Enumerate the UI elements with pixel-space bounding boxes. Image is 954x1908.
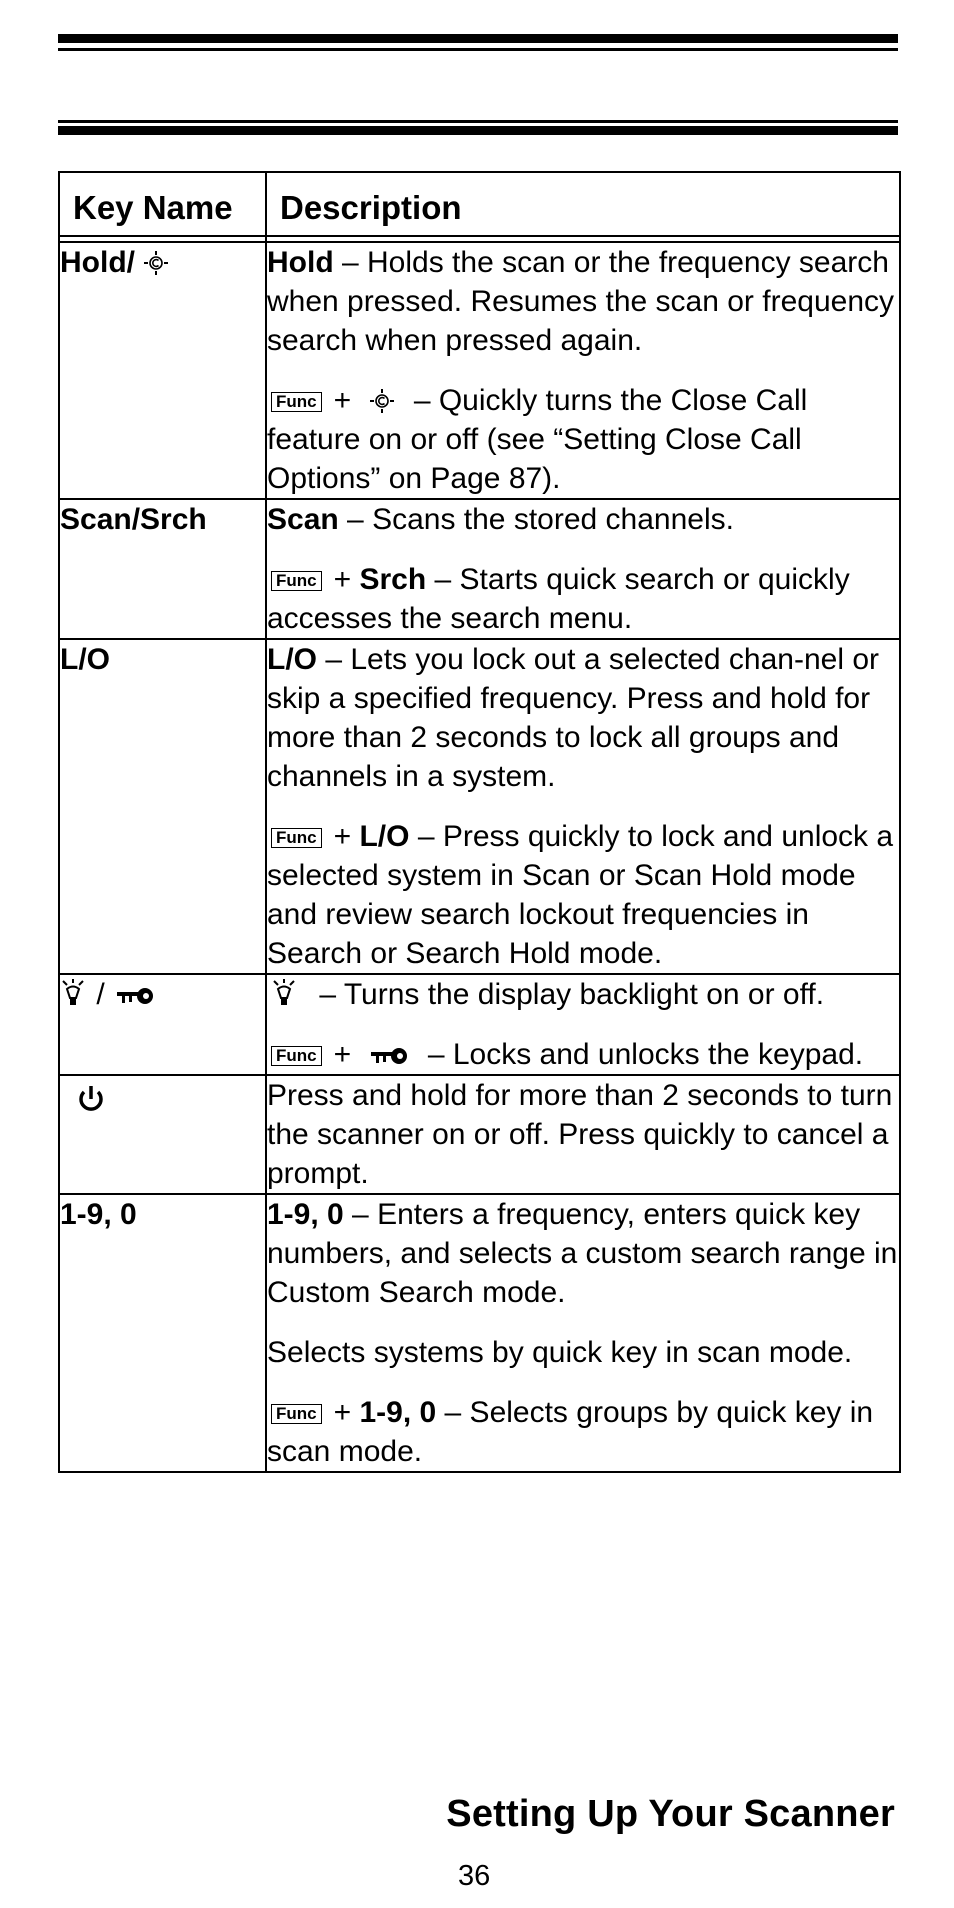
func-key: Func: [271, 392, 322, 412]
key-cell-numbers: [59, 1194, 266, 1472]
key-cell-lo: [59, 639, 266, 974]
top-rule-thin-1: [58, 48, 898, 51]
plus-sign: +: [333, 384, 352, 417]
desc-cell-numbers: [266, 1194, 900, 1472]
key-lock-icon: [115, 984, 155, 1008]
func-key: Func: [271, 828, 322, 848]
term: Srch: [359, 563, 427, 596]
desc-text: – Scans the stored channels.: [338, 503, 734, 536]
power-icon: [74, 1082, 108, 1116]
top-rule-thick-2: [58, 126, 898, 135]
term: Scan: [267, 503, 339, 536]
desc-cell-backlight-lock: [266, 974, 900, 1075]
table-row: [59, 499, 900, 639]
table-row: [59, 1075, 900, 1194]
desc-cell-lo: [266, 639, 900, 974]
key-description-table: [58, 171, 901, 1473]
close-call-icon: [369, 388, 395, 414]
term: 1-9, 0: [267, 1198, 344, 1231]
plus-sign: +: [333, 1396, 352, 1429]
key-name: Hold/: [60, 246, 135, 279]
desc-text: – Quickly turns the Close Call feature on or off (see “Setting Close Call Options” on Page 87).: [267, 384, 808, 495]
desc-text: Press and hold for more than 2 seconds to turn the scanner on or off. Press quickly to cancel a prompt.: [267, 1079, 893, 1190]
term: 1-9, 0: [359, 1396, 437, 1429]
desc-text: – Turns the display backlight on or off.: [311, 978, 825, 1011]
key-name: L/O: [60, 643, 110, 676]
desc-cell-hold: [266, 242, 900, 499]
desc-text: – Selects groups by quick key in scan mode.: [267, 1396, 874, 1468]
func-key: Func: [271, 1046, 322, 1066]
plus-sign: +: [333, 563, 352, 596]
section-title: Setting Up Your Scanner: [446, 1793, 895, 1835]
plus-sign: +: [333, 1038, 352, 1071]
key-cell-hold: [59, 242, 266, 499]
desc-text: – Starts quick search or quickly accesses the search menu.: [267, 563, 850, 635]
desc-text: – Enters a frequency, enters quick key numbers, and selects a custom search range in Custom Search mode.: [267, 1198, 898, 1309]
table-row: [59, 639, 900, 974]
top-rule-thin-2: [58, 120, 898, 123]
func-key: Func: [271, 571, 322, 591]
table-row: [59, 974, 900, 1075]
table-row: [59, 1194, 900, 1472]
term: Hold: [267, 246, 334, 279]
plus-sign: +: [333, 820, 352, 853]
func-key: Func: [271, 1404, 322, 1424]
key-name: Scan/Srch: [60, 503, 207, 536]
desc-text: – Lets you lock out a selected chan-nel or skip a specified frequency. Press and hold for more than 2 seconds to lock all groups and channels in a system.: [267, 643, 880, 793]
key-separator: /: [96, 978, 105, 1011]
top-rule-thick-1: [58, 34, 898, 43]
desc-text: – Holds the scan or the frequency search when pressed. Resumes the scan or frequency search when pressed again.: [267, 246, 894, 357]
backlight-icon: [271, 978, 297, 1008]
desc-text: – Locks and unlocks the keypad.: [419, 1038, 864, 1071]
key-cell-backlight-lock: [59, 974, 266, 1075]
key-cell-power: [59, 1075, 266, 1194]
backlight-icon: [60, 978, 86, 1008]
table-row: [59, 242, 900, 499]
term: L/O: [267, 643, 317, 676]
desc-cell-scan-srch: [266, 499, 900, 639]
key-lock-icon: [369, 1044, 409, 1068]
close-call-icon: [143, 250, 169, 276]
header-key-name: Key Name: [59, 172, 266, 236]
desc-cell-power: [266, 1075, 900, 1194]
term: L/O: [359, 820, 410, 853]
desc-text: – Press quickly to lock and unlock a selected system in Scan or Scan Hold mode and review search lockout frequencies in Search or Search Hold mode.: [267, 820, 894, 970]
page-number: 36: [458, 1860, 491, 1892]
table-header-row: [59, 172, 900, 236]
key-name: 1-9, 0: [60, 1198, 137, 1231]
desc-text: Selects systems by quick key in scan mode.: [267, 1336, 853, 1369]
header-description: Description: [266, 172, 900, 236]
key-cell-scan-srch: [59, 499, 266, 639]
